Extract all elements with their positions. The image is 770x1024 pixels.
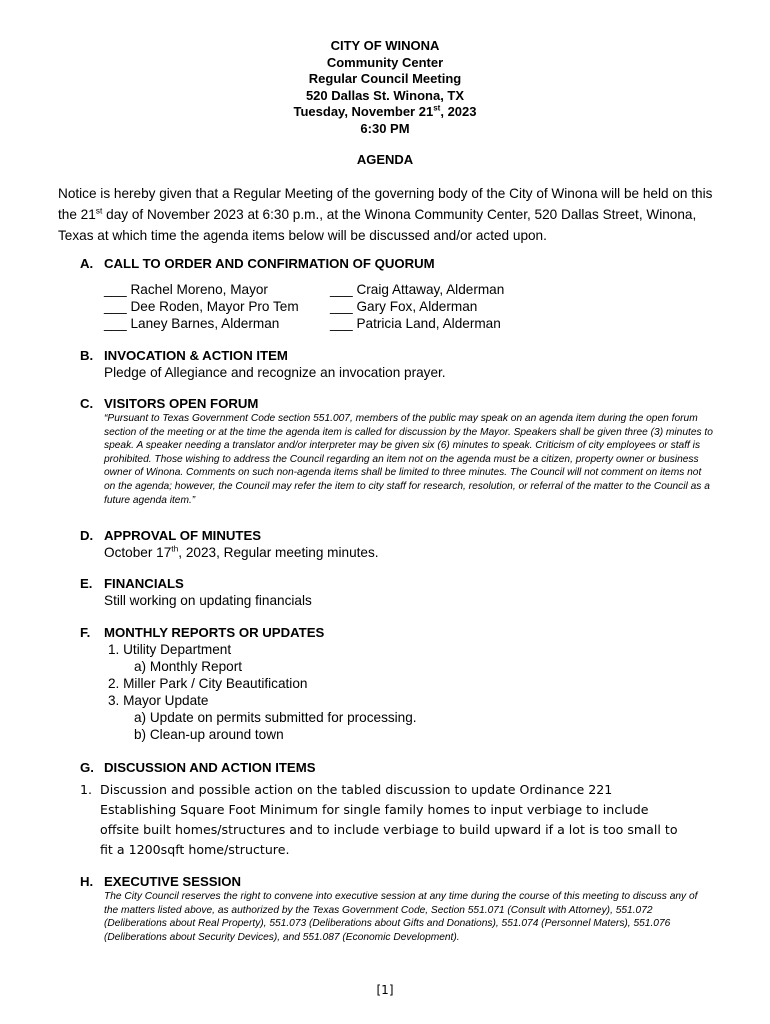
header-date: Tuesday, November 21st, 2023 <box>293 103 477 119</box>
header-time: 6:30 PM <box>360 120 410 136</box>
section-body: Still working on updating financials <box>104 593 312 608</box>
page-number: [1] <box>376 983 394 997</box>
section-body: October 17th, 2023, Regular meeting minutes. <box>104 543 379 560</box>
section-title: MONTHLY REPORTS OR UPDATES <box>104 625 325 640</box>
section-letter: B. <box>80 348 94 363</box>
discussion-item <box>80 780 680 860</box>
section-c <box>80 395 720 507</box>
section-g <box>80 759 720 776</box>
document-header <box>0 38 770 137</box>
section-letter: G. <box>80 760 94 775</box>
quorum-entry: ___ Gary Fox, Alderman <box>330 299 478 314</box>
header-address: 520 Dallas St. Winona, TX <box>305 87 465 103</box>
executive-session-statement: The City Council reserves the right to convene into executive session at any time during the course of this meeting to discuss any of the matters listed above, as authorized by the Texas Government Code, Section 551.071 (Consult with Attorney), 551.072 (Deliberations about Real Property), 551.073 (Deliberations about Gifts and Donations), 551.074 (Personnel Maters), 551.076 (Deliberations about Security Devices), and 551.087 (Economic Development). <box>104 891 698 943</box>
list-item: 3. Mayor Update <box>108 693 209 708</box>
quorum-entry: ___ Rachel Moreno, Mayor <box>104 282 268 297</box>
section-letter: E. <box>80 576 93 591</box>
notice-paragraph: Notice is hereby given that a Regular Meeting of the governing body of the City of Winona will be held on this the 21st day of November 2023 at 6:30 p.m., at the Winona Community Center, 520 Dallas Street, Winona, Texas at which time the agenda items below will be discussed and/or acted upon. <box>58 186 713 243</box>
section-body: Pledge of Allegiance and recognize an invocation prayer. <box>104 365 446 380</box>
open-forum-statement: “Pursuant to Texas Government Code section 551.007, members of the public may speak on an agenda item during the open forum section of the meeting or at the time the agenda item is called for discussion by the Mayor. Speakers shall be given three (3) minutes to speak. A speaker needing a translator and/or interpreter may be given six (6) minutes to speak. Criticism of city employees or staff is prohibited. Those wishing to address the Council regarding an item not on the agenda must be a citizen, property owner or business owner of Winona. Comments on such non-agenda items shall be limited to three minutes. The Council will not comment on items not on the agenda; however, the Council may refer the item to city staff for research, resolution, or referral of the matter to the Council as a future agenda item.” <box>104 413 713 506</box>
section-letter: A. <box>80 256 94 271</box>
list-item: a) Monthly Report <box>134 659 243 674</box>
section-letter: C. <box>80 396 94 411</box>
quorum-entry: ___ Laney Barnes, Alderman <box>104 316 280 331</box>
section-title: FINANCIALS <box>104 576 184 591</box>
section-d <box>80 527 720 561</box>
agenda-title: AGENDA <box>356 152 414 167</box>
header-venue: Community Center <box>326 54 444 70</box>
section-letter: F. <box>80 625 91 640</box>
section-title: EXECUTIVE SESSION <box>104 874 242 889</box>
section-a <box>80 255 720 272</box>
header-city: CITY OF WINONA <box>330 38 440 53</box>
section-title: DISCUSSION AND ACTION ITEMS <box>104 760 316 775</box>
item-number: 1. <box>80 782 93 797</box>
quorum-entry: ___ Craig Attaway, Alderman <box>330 282 505 297</box>
list-item: 1. Utility Department <box>108 642 232 657</box>
section-title: CALL TO ORDER AND CONFIRMATION OF QUORUM <box>104 256 435 271</box>
quorum-entry: ___ Dee Roden, Mayor Pro Tem <box>104 299 299 314</box>
section-title: INVOCATION & ACTION ITEM <box>104 348 288 363</box>
quorum-list-left <box>104 281 299 332</box>
section-title: APPROVAL OF MINUTES <box>104 528 262 543</box>
section-title: VISITORS OPEN FORUM <box>104 396 259 411</box>
header-meeting: Regular Council Meeting <box>308 71 462 86</box>
section-letter: H. <box>80 874 94 889</box>
list-item: a) Update on permits submitted for processing. <box>134 710 417 725</box>
section-h <box>80 873 720 944</box>
list-item: 2. Miller Park / City Beautification <box>108 676 308 691</box>
section-e <box>80 575 720 609</box>
quorum-list-right <box>330 281 504 332</box>
section-letter: D. <box>80 528 94 543</box>
quorum-entry: ___ Patricia Land, Alderman <box>330 316 501 331</box>
section-f <box>80 624 720 743</box>
list-item: b) Clean-up around town <box>134 727 284 742</box>
section-b <box>80 347 720 381</box>
item-text: Discussion and possible action on the tabled discussion to update Ordinance 221 Establishing Square Foot Minimum for single family homes to input verbiage to include offsite built homes/structures and to include verbiage to build upward if a lot is too small to fit a 1200sqft home/structure. <box>100 782 678 857</box>
